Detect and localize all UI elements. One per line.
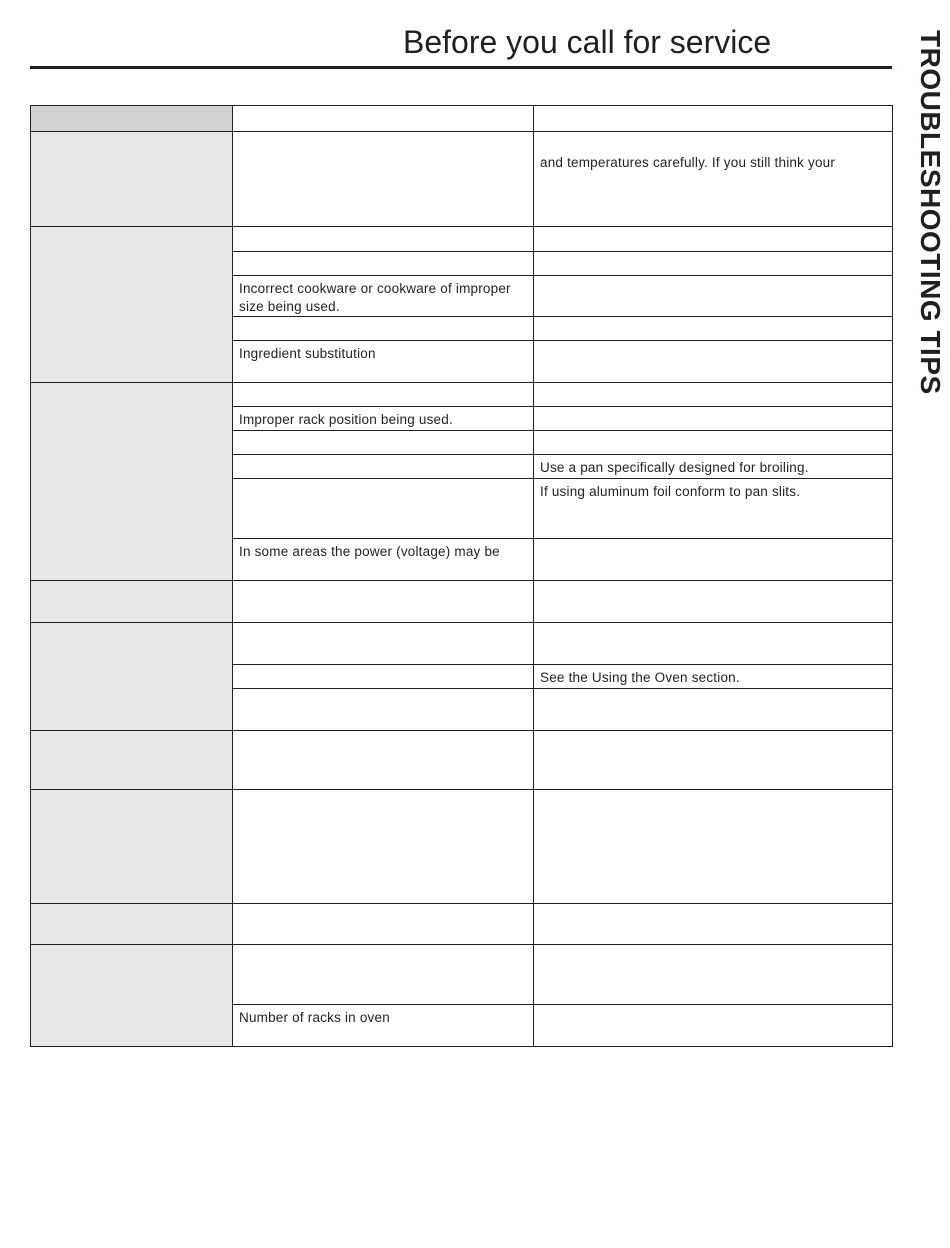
table-header-action — [534, 106, 893, 132]
cause-cell — [233, 317, 534, 341]
problem-cell — [31, 132, 233, 227]
action-cell — [534, 904, 893, 945]
problem-cell — [31, 581, 233, 623]
problem-cell — [31, 731, 233, 790]
table-row — [31, 904, 893, 945]
section-side-tab: TROUBLESHOOTING TIPS — [915, 30, 946, 395]
cause-cell — [233, 455, 534, 479]
page-title: Before you call for service — [403, 24, 772, 60]
cause-cell — [233, 623, 534, 665]
table-row — [31, 581, 893, 623]
table-row — [31, 132, 893, 227]
cause-cell — [233, 479, 534, 539]
table-row — [31, 227, 893, 252]
table-row — [31, 731, 893, 790]
table-row — [31, 383, 893, 407]
action-cell — [534, 1005, 893, 1047]
action-cell: See the Using the Oven section. — [534, 665, 893, 689]
action-cell — [534, 731, 893, 790]
action-cell — [534, 132, 893, 227]
cause-cell — [233, 383, 534, 407]
cause-cell: In some areas the power (voltage) may be — [233, 539, 534, 581]
cause-cell: Number of racks in oven — [233, 1005, 534, 1047]
cause-cell — [233, 689, 534, 731]
cause-cell — [233, 431, 534, 455]
action-cell — [534, 689, 893, 731]
action-cell — [534, 407, 893, 431]
table-header-cause — [233, 106, 534, 132]
troubleshooting-table — [30, 105, 893, 1047]
table-row — [31, 623, 893, 665]
cause-cell — [233, 945, 534, 1005]
action-cell — [534, 539, 893, 581]
action-cell — [534, 431, 893, 455]
cause-cell — [233, 132, 534, 227]
problem-cell — [31, 623, 233, 731]
cause-cell — [233, 790, 534, 904]
cause-cell — [233, 227, 534, 252]
action-cell — [534, 317, 893, 341]
cause-cell — [233, 252, 534, 276]
action-cell — [534, 383, 893, 407]
table-row — [31, 945, 893, 1005]
action-cell — [534, 790, 893, 904]
cause-cell — [233, 581, 534, 623]
action-cell: Use a pan specifically designed for broiling. — [534, 455, 893, 479]
action-cell — [534, 945, 893, 1005]
cause-cell: Incorrect cookware or cookware of improper size being used. — [233, 276, 534, 317]
problem-cell — [31, 904, 233, 945]
problem-cell — [31, 383, 233, 581]
table-row — [31, 790, 893, 904]
title-rule — [30, 66, 892, 69]
cause-cell — [233, 731, 534, 790]
problem-cell — [31, 945, 233, 1047]
action-cell — [534, 581, 893, 623]
action-cell: If using aluminum foil conform to pan slits. — [534, 479, 893, 539]
table-header-problem — [31, 106, 233, 132]
cause-cell — [233, 665, 534, 689]
action-cell — [534, 276, 893, 317]
problem-cell — [31, 227, 233, 383]
action-cell — [534, 227, 893, 252]
action-text: and temperatures carefully. If you still think your — [540, 155, 836, 170]
problem-cell — [31, 790, 233, 904]
cause-cell: Improper rack position being used. — [233, 407, 534, 431]
cause-cell: Ingredient substitution — [233, 341, 534, 383]
action-cell — [534, 252, 893, 276]
cause-cell — [233, 904, 534, 945]
table-row — [31, 106, 893, 132]
action-cell — [534, 623, 893, 665]
action-cell — [534, 341, 893, 383]
